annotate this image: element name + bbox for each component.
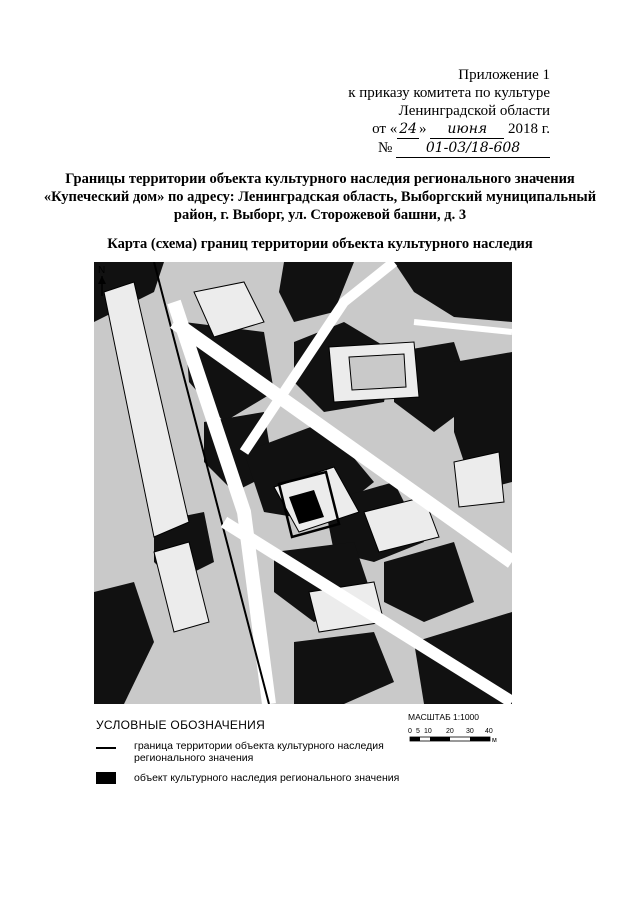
north-label: N	[98, 265, 106, 276]
building-northeast	[454, 452, 504, 507]
date-year: 2018 г.	[508, 121, 550, 137]
legend-boundary-text-2: регионального значения	[134, 752, 254, 764]
scale-bar-graphic	[408, 726, 500, 746]
document-title: Границы территории объекта культурного наследия регионального значения «Купеческий дом» по адресу: Ленинградская область, Выборгский муниципальный район, г. Выборг, ул. Сторожевой башни, д. 3	[43, 171, 597, 223]
legend-title: УСЛОВНЫЕ ОБОЗНАЧЕНИЯ	[96, 718, 266, 732]
appendix-number	[348, 139, 550, 158]
appendix-block	[348, 66, 550, 158]
appendix-line-2: к приказу комитета по культуре	[348, 85, 550, 101]
scale-label: МАСШТАБ 1:1000	[408, 712, 480, 722]
legend-boundary-text-1: граница территории объекта культурного наследия	[134, 740, 384, 752]
map-subtitle: Карта (схема) границ территории объекта культурного наследия	[107, 236, 533, 252]
scale-tick-0: 0	[408, 728, 412, 735]
scale-unit: м	[492, 737, 497, 744]
legend-object-text: объект культурного наследия регионального значения	[134, 772, 400, 784]
date-day: 24	[399, 121, 418, 137]
object-fill-icon	[96, 772, 116, 784]
appendix-line-3: Ленинградской области	[398, 103, 550, 119]
scale-tick-30: 30	[466, 728, 474, 735]
appendix-line-1: Приложение 1	[458, 67, 550, 83]
scale-bar	[408, 712, 500, 748]
boundary-line-icon	[96, 746, 116, 750]
scale-tick-40: 40	[485, 728, 493, 735]
date-prefix: от «	[372, 121, 398, 137]
number-value: 01-03/18-608	[396, 139, 550, 158]
scale-tick-5: 5	[416, 728, 420, 735]
scale-tick-10: 10	[424, 728, 432, 735]
date-mid: »	[419, 121, 427, 137]
legend	[96, 718, 400, 784]
map-scheme	[94, 262, 512, 704]
number-prefix: №	[377, 140, 393, 156]
legend-boundary-text	[134, 740, 384, 764]
scale-tick-20: 20	[446, 728, 454, 735]
date-month: июня	[430, 120, 504, 139]
appendix-date	[348, 120, 550, 139]
